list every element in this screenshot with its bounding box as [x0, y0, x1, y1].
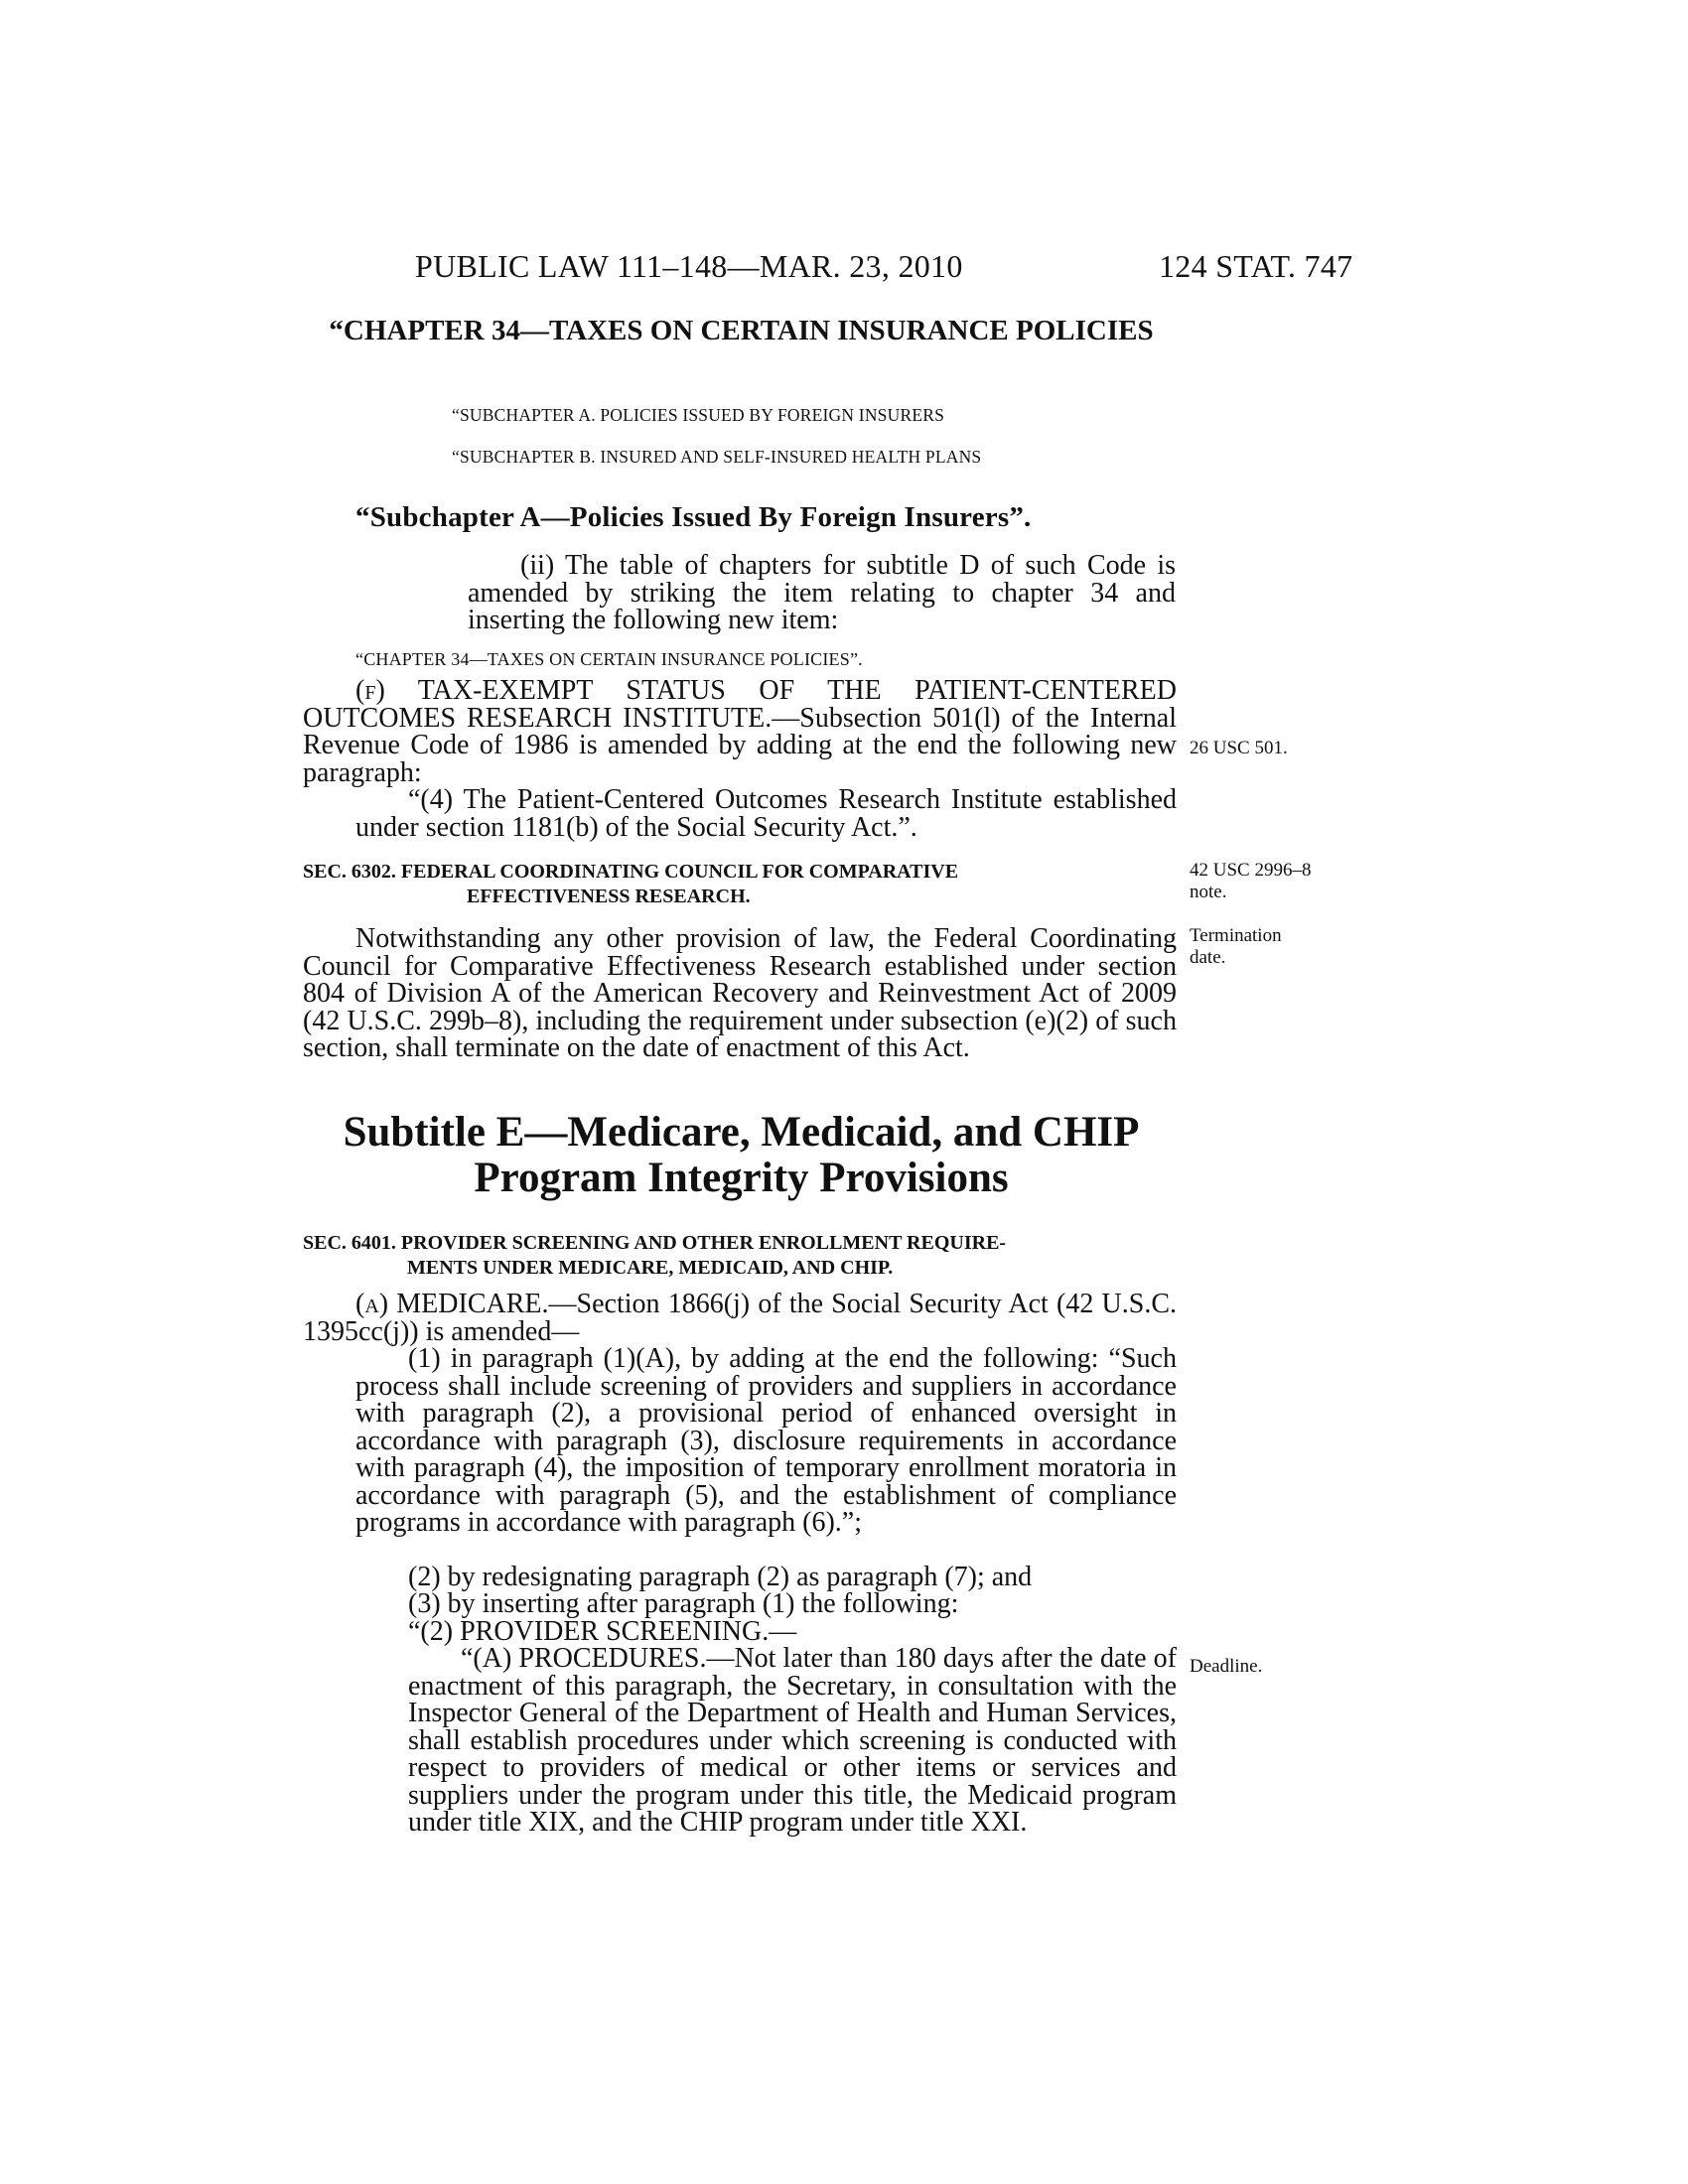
margin-note-termination-line1: Termination [1190, 925, 1282, 946]
section-6401-heading [303, 1231, 1177, 1281]
paragraph-3: (3) by inserting after paragraph (1) the following: [408, 1588, 959, 1619]
paragraph-A-heading: “(A) PROCEDURES.— [461, 1643, 735, 1674]
paragraph-f-text: Subsection 501(l) of the Internal Revenue Code of 1986 is amended by adding at the end the following new paragraph: [303, 702, 1178, 788]
paragraph-A-text: Not later than 180 days after the date of enactment of this paragraph, the Secretary, in consultation with the Inspector General of the Department of Health and Human Services, shall establish procedures under which screening is conducted with respect to providers of medical or other items or services and suppliers under the program under this title, the Medicaid program under title XIX, and the CHIP program under title XXI. [408, 1643, 1178, 1838]
paragraph-a-medicare [303, 1291, 1177, 1345]
toc-subchapter-b: “SUBCHAPTER B. INSURED AND SELF-INSURED HEALTH PLANS [452, 447, 982, 467]
subchapter-a-heading: “Subchapter A—Policies Issued By Foreign Insurers”. [355, 501, 1032, 533]
subtitle-e-heading [303, 1110, 1180, 1201]
paragraph-A-procedures [408, 1645, 1177, 1837]
margin-note-42-usc-2996-line1: 42 USC 2996–8 [1190, 860, 1312, 881]
margin-note-42-usc-2996 [1190, 860, 1348, 903]
margin-note-42-usc-2996-line2: note. [1190, 882, 1227, 902]
chapter-item: “CHAPTER 34—TAXES ON CERTAIN INSURANCE POLICIES”. [355, 649, 863, 669]
section-6302-heading-line1: SEC. 6302. FEDERAL COORDINATING COUNCIL FOR COMPARATIVE [303, 861, 959, 883]
section-6302-text: Notwithstanding any other provision of law, the Federal Coordinating Council for Comparative Effectiveness Research established under section 804 of Division A of the American Recovery and Reinvestment Act of 2009 (42 U.S.C. 299b–8), including the requirement under subsection (e)(2) of such section, shall terminate on the date of enactment of this Act. [303, 923, 1177, 1063]
paragraph-4: “(4) The Patient-Centered Outcomes Research Institute established under section 1181(b) of the Social Security Act.”. [355, 784, 1177, 843]
provider-screening-heading: “(2) PROVIDER SCREENING.— [408, 1616, 797, 1647]
subtitle-e-line1: Subtitle E—Medicare, Medicaid, and CHIP [343, 1109, 1140, 1156]
paragraph-f [303, 677, 1177, 786]
section-6302-heading-line2: EFFECTIVENESS RESEARCH. [467, 886, 751, 907]
paragraph-f-heading: (f) TAX-EXEMPT STATUS OF THE PATIENT-CENTERED OUTCOMES RESEARCH INSTITUTE.— [303, 675, 1177, 734]
toc-subchapter-a: “SUBCHAPTER A. POLICIES ISSUED BY FOREIGN INSURERS [452, 405, 945, 425]
subtitle-e-line2: Program Integrity Provisions [474, 1155, 1009, 1201]
paragraph-2: (2) by redesignating paragraph (2) as paragraph (7); and [408, 1562, 1033, 1592]
margin-note-deadline: Deadline. [1190, 1656, 1263, 1677]
section-6401-heading-line1: SEC. 6401. PROVIDER SCREENING AND OTHER ENROLLMENT REQUIRE- [303, 1232, 1007, 1254]
section-6401-heading-line2: MENTS UNDER MEDICARE, MEDICAID, AND CHIP. [407, 1257, 894, 1279]
running-header-stat: 124 STAT. 747 [1159, 248, 1353, 284]
paragraph-a-heading: (a) MEDICARE.— [355, 1289, 577, 1319]
chapter-title: “CHAPTER 34—TAXES ON CERTAIN INSURANCE POLICIES [329, 315, 1154, 346]
margin-note-termination-line2: date. [1190, 947, 1226, 968]
section-6302-heading [303, 860, 1177, 909]
running-header-law: PUBLIC LAW 111–148—MAR. 23, 2010 [415, 248, 963, 284]
margin-note-26-usc-501: 26 USC 501. [1190, 738, 1288, 758]
paragraph-a-text: Section 1866(j) of the Social Security Act (42 U.S.C. 1395cc(j)) is amended— [303, 1289, 1178, 1347]
margin-note-termination-date [1190, 925, 1348, 969]
paragraph-ii: (ii) The table of chapters for subtitle D of such Code is amended by striking the item relating to chapter 34 and inserting the following new item: [468, 550, 1176, 635]
paragraph-1: (1) in paragraph (1)(A), by adding at the end the following: “Such process shall include screening of providers and suppliers in accordance with paragraph (2), a provisional period of enhanced oversight in accordance with paragraph (3), disclosure requirements in accordance with paragraph (4), the imposition of temporary enrollment moratoria in accordance with paragraph (5), and the establishment of compliance programs in accordance with paragraph (6).”; [355, 1343, 1177, 1538]
